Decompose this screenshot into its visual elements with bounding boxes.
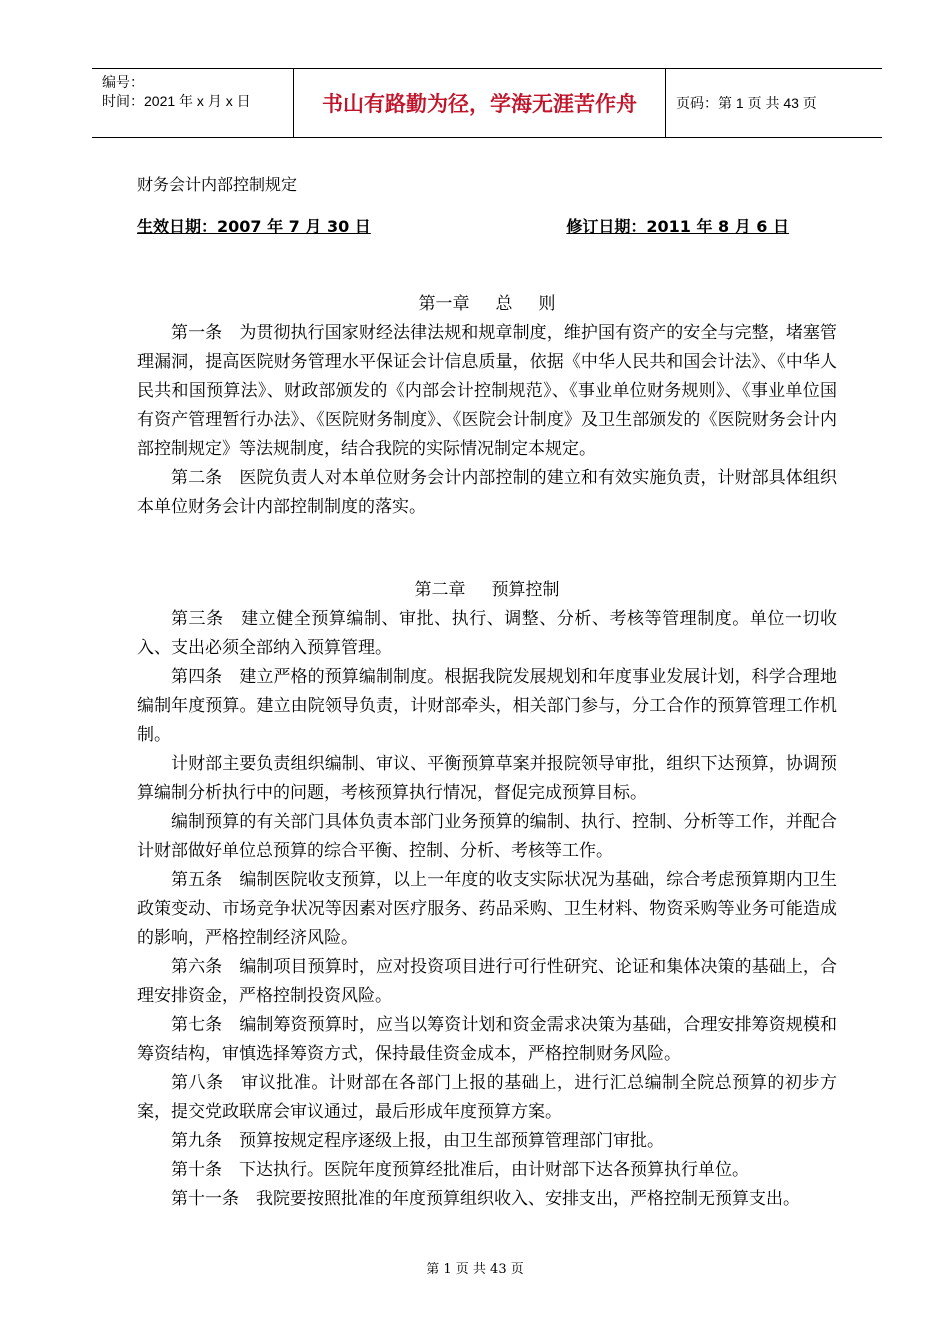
chapter-1-section	[137, 290, 837, 522]
article-5: 第五条 编制医院收支预算，以上一年度的收支实际状况为基础，综合考虑预算期内卫生政策变动、市场竞争状况等因素对医疗服务、药品采购、卫生材料、物资采购等业务可能造成的影响，严格控制经济风险。	[137, 870, 837, 948]
article-8: 第八条 审议批准。计财部在各部门上报的基础上，进行汇总编制全院总预算的初步方案，提交党政联席会审议通过，最后形成年度预算方案。	[137, 1073, 837, 1122]
article-4-para-b: 编制预算的有关部门具体负责本部门业务预算的编制、执行、控制、分析等工作，并配合计财部做好单位总预算的综合平衡、控制、分析、考核等工作。	[137, 812, 837, 861]
number-label: 编号：	[102, 74, 144, 90]
article-4: 第四条 建立严格的预算编制制度。根据我院发展规划和年度事业发展计划，科学合理地编制年度预算。建立由院领导负责，计财部牵头，相关部门参与，分工合作的预算管理工作机制。	[137, 667, 837, 745]
date-line	[137, 214, 789, 237]
article-6: 第六条 编制项目预算时，应对投资项目进行可行性研究、论证和集体决策的基础上，合理安排资金，严格控制投资风险。	[137, 957, 837, 1006]
effective-date: 生效日期：2007 年 7 月 30 日	[137, 217, 371, 236]
page-footer: 第 1 页 共 43 页	[426, 1262, 524, 1277]
article-7: 第七条 编制筹资预算时，应当以筹资计划和资金需求决策为基础，合理安排筹资规模和筹资结构，审慎选择筹资方式，保持最佳资金成本，严格控制财务风险。	[137, 1015, 837, 1064]
chapter-1-heading	[137, 290, 837, 319]
article-2: 第二条 医院负责人对本单位财务会计内部控制的建立和有效实施负责，计财部具体组织本单位财务会计内部控制制度的落实。	[137, 468, 837, 517]
chapter-1-name-b: 则	[538, 294, 556, 314]
chapter-1-name-a: 总	[495, 294, 513, 314]
header-meta	[92, 69, 294, 137]
revised-date: 修订日期：2011 年 8 月 6 日	[566, 217, 789, 236]
chapter-2-number: 第二章	[414, 580, 466, 600]
header-page-info: 页码：第 1 页 共 43 页	[676, 95, 817, 111]
article-10: 第十条 下达执行。医院年度预算经批准后，由计财部下达各预算执行单位。	[171, 1160, 749, 1180]
document-title: 财务会计内部控制规定	[137, 175, 298, 194]
chapter-2-name: 预算控制	[491, 580, 560, 600]
article-4-para-a: 计财部主要负责组织编制、审议、平衡预算草案并报院领导审批，组织下达预算，协调预算编制分析执行中的问题，考核预算执行情况，督促完成预算目标。	[137, 754, 837, 803]
page-header	[92, 68, 882, 138]
article-3: 第三条 建立健全预算编制、审批、执行、调整、分析、考核等管理制度。单位一切收入、支出必须全部纳入预算管理。	[137, 609, 837, 658]
time-label: 时间：2021 年 x 月 x 日	[102, 93, 251, 109]
chapter-2-heading	[137, 576, 837, 605]
header-motto: 书山有路勤为径，学海无涯苦作舟	[294, 69, 666, 137]
chapter-1-number: 第一章	[418, 294, 470, 314]
article-1: 第一条 为贯彻执行国家财经法律法规和规章制度，维护国有资产的安全与完整，堵塞管理漏洞，提高医院财务管理水平保证会计信息质量，依据《中华人民共和国会计法》、《中华人民共和国预算法》、财政部颁发的《内部会计控制规范》、《事业单位财务规则》、《事业单位国有资产管理暂行办法》、《医院财务制度》、《医院会计制度》及卫生部颁发的《医院财务会计内部控制规定》等法规制度，结合我院的实际情况制定本规定。	[137, 323, 837, 459]
article-11: 第十一条 我院要按照批准的年度预算组织收入、安排支出，严格控制无预算支出。	[171, 1189, 800, 1209]
article-9: 第九条 预算按规定程序逐级上报，由卫生部预算管理部门审批。	[171, 1131, 664, 1151]
chapter-2-section	[137, 576, 837, 1214]
